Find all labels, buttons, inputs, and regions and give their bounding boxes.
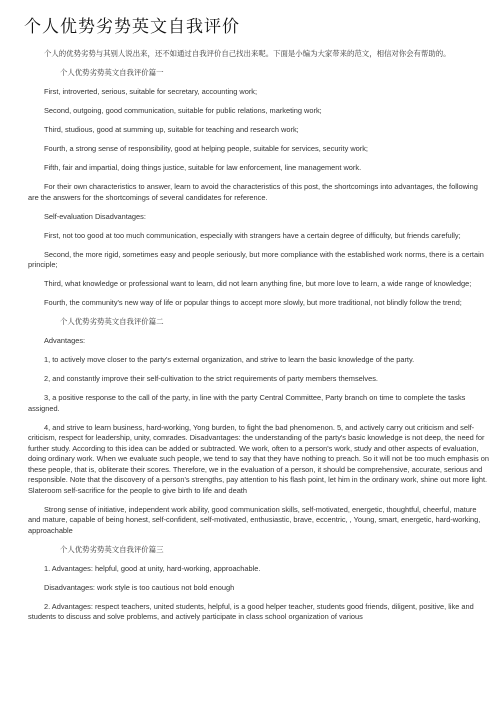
paragraph: Fourth, the community's new way of life or popular things to accept more slowly, but more traditional, not blindly follow the trend; [44, 298, 462, 307]
paragraph: 3, a positive response to the call of the party, in line with the party Central Committee, Party branch on time to complete the tasks assigned. [28, 393, 466, 413]
paragraph: Fourth, a strong sense of responsibility, good at helping people, suitable for services, security work; [44, 144, 368, 153]
section-heading: 个人优势劣势英文自我评价篇二 [60, 317, 164, 326]
page-title: 个人优势劣势英文自我评价 [24, 17, 240, 37]
paragraph: Third, studious, good at summing up, suitable for teaching and research work; [44, 125, 299, 134]
section-heading: 个人优势劣势英文自我评价篇一 [60, 68, 164, 77]
paragraph: Advantages: [44, 336, 86, 345]
paragraph: First, not too good at too much communication, especially with strangers have a certain degree of difficulty, but friends carefully; [44, 230, 461, 240]
paragraph: 2, and constantly improve their self-cultivation to the strict requirements of party members themselves. [44, 374, 378, 383]
paragraph: Third, what knowledge or professional want to learn, did not learn anything fine, but more love to learn, a wide range of knowledge; [44, 279, 472, 288]
paragraph: 2. Advantages: respect teachers, united students, helpful, is a good helper teacher, students good friends, diligent, positive, like and students to discuss and solve problems, and actively participate in class school organization of various [28, 601, 474, 621]
paragraph: 4, and strive to learn business, hard-working, Yong burden, to fight the bad phenomenon. 5, and actively carry out criticism and self-criticism, respect for leadership, unity, comrades. Disadvantages: the understanding of the party's basic knowledge is not deep, the need for further study. According to this idea can be added or subtracted. We work, often to a person's work, study and other aspects of evaluation, doing ordinary work. When we evaluate such people, we tend to say that they have nothing to preach. So it will not be too much emphasis on these people, that is, obliterate their scores. Therefore, we in the evaluation of a person, it should be comprehensive, accurate, serious and responsible. Note that the discovery of a person's strengths, pay attention to his flash point, let him in the ordinary work, shine out more light. Slateroom self-sacrifice for the people to give birth to life and death [28, 422, 489, 495]
section-heading: 个人优势劣势英文自我评价篇三 [60, 544, 164, 554]
paragraph: For their own characteristics to answer, learn to avoid the characteristics of this post, the shortcomings into advantages, the following are the answers for the shortcomings of several candidates for reference. [28, 182, 478, 202]
paragraph: Second, the more rigid, sometimes easy and people seriously, but more compliance with the established work norms, there is a certain principle; [28, 249, 484, 269]
paragraph: Self-evaluation Disadvantages: [44, 211, 146, 221]
paragraph: Strong sense of initiative, independent work ability, good communication skills, self-motivated, energetic, thoughtful, cheerful, mature and mature, capable of being honest, self-confident, self-motivated, enthusiastic, brave, eccentric, , Young, smart, energetic, hard-working, approachable [28, 504, 481, 535]
paragraph: 1. Advantages: helpful, good at unity, hard-working, approachable. [44, 563, 261, 573]
paragraph: 个人的优势劣势与其别人说出来，还不如通过自我评价自己找出来呢。下面是小编为大家带来的范文，相信对你会有帮助的。 [44, 49, 451, 58]
paragraph: Second, outgoing, good communication, suitable for public relations, marketing work; [44, 106, 322, 115]
paragraph: 1, to actively move closer to the party's external organization, and strive to learn the basic knowledge of the party. [44, 355, 415, 364]
paragraph: Disadvantages: work style is too cautious not bold enough [44, 582, 235, 592]
paragraph: First, introverted, serious, suitable for secretary, accounting work; [44, 87, 258, 96]
paragraph: Fifth, fair and impartial, doing things justice, suitable for law enforcement, line management work. [44, 163, 362, 172]
article-body [28, 49, 490, 623]
